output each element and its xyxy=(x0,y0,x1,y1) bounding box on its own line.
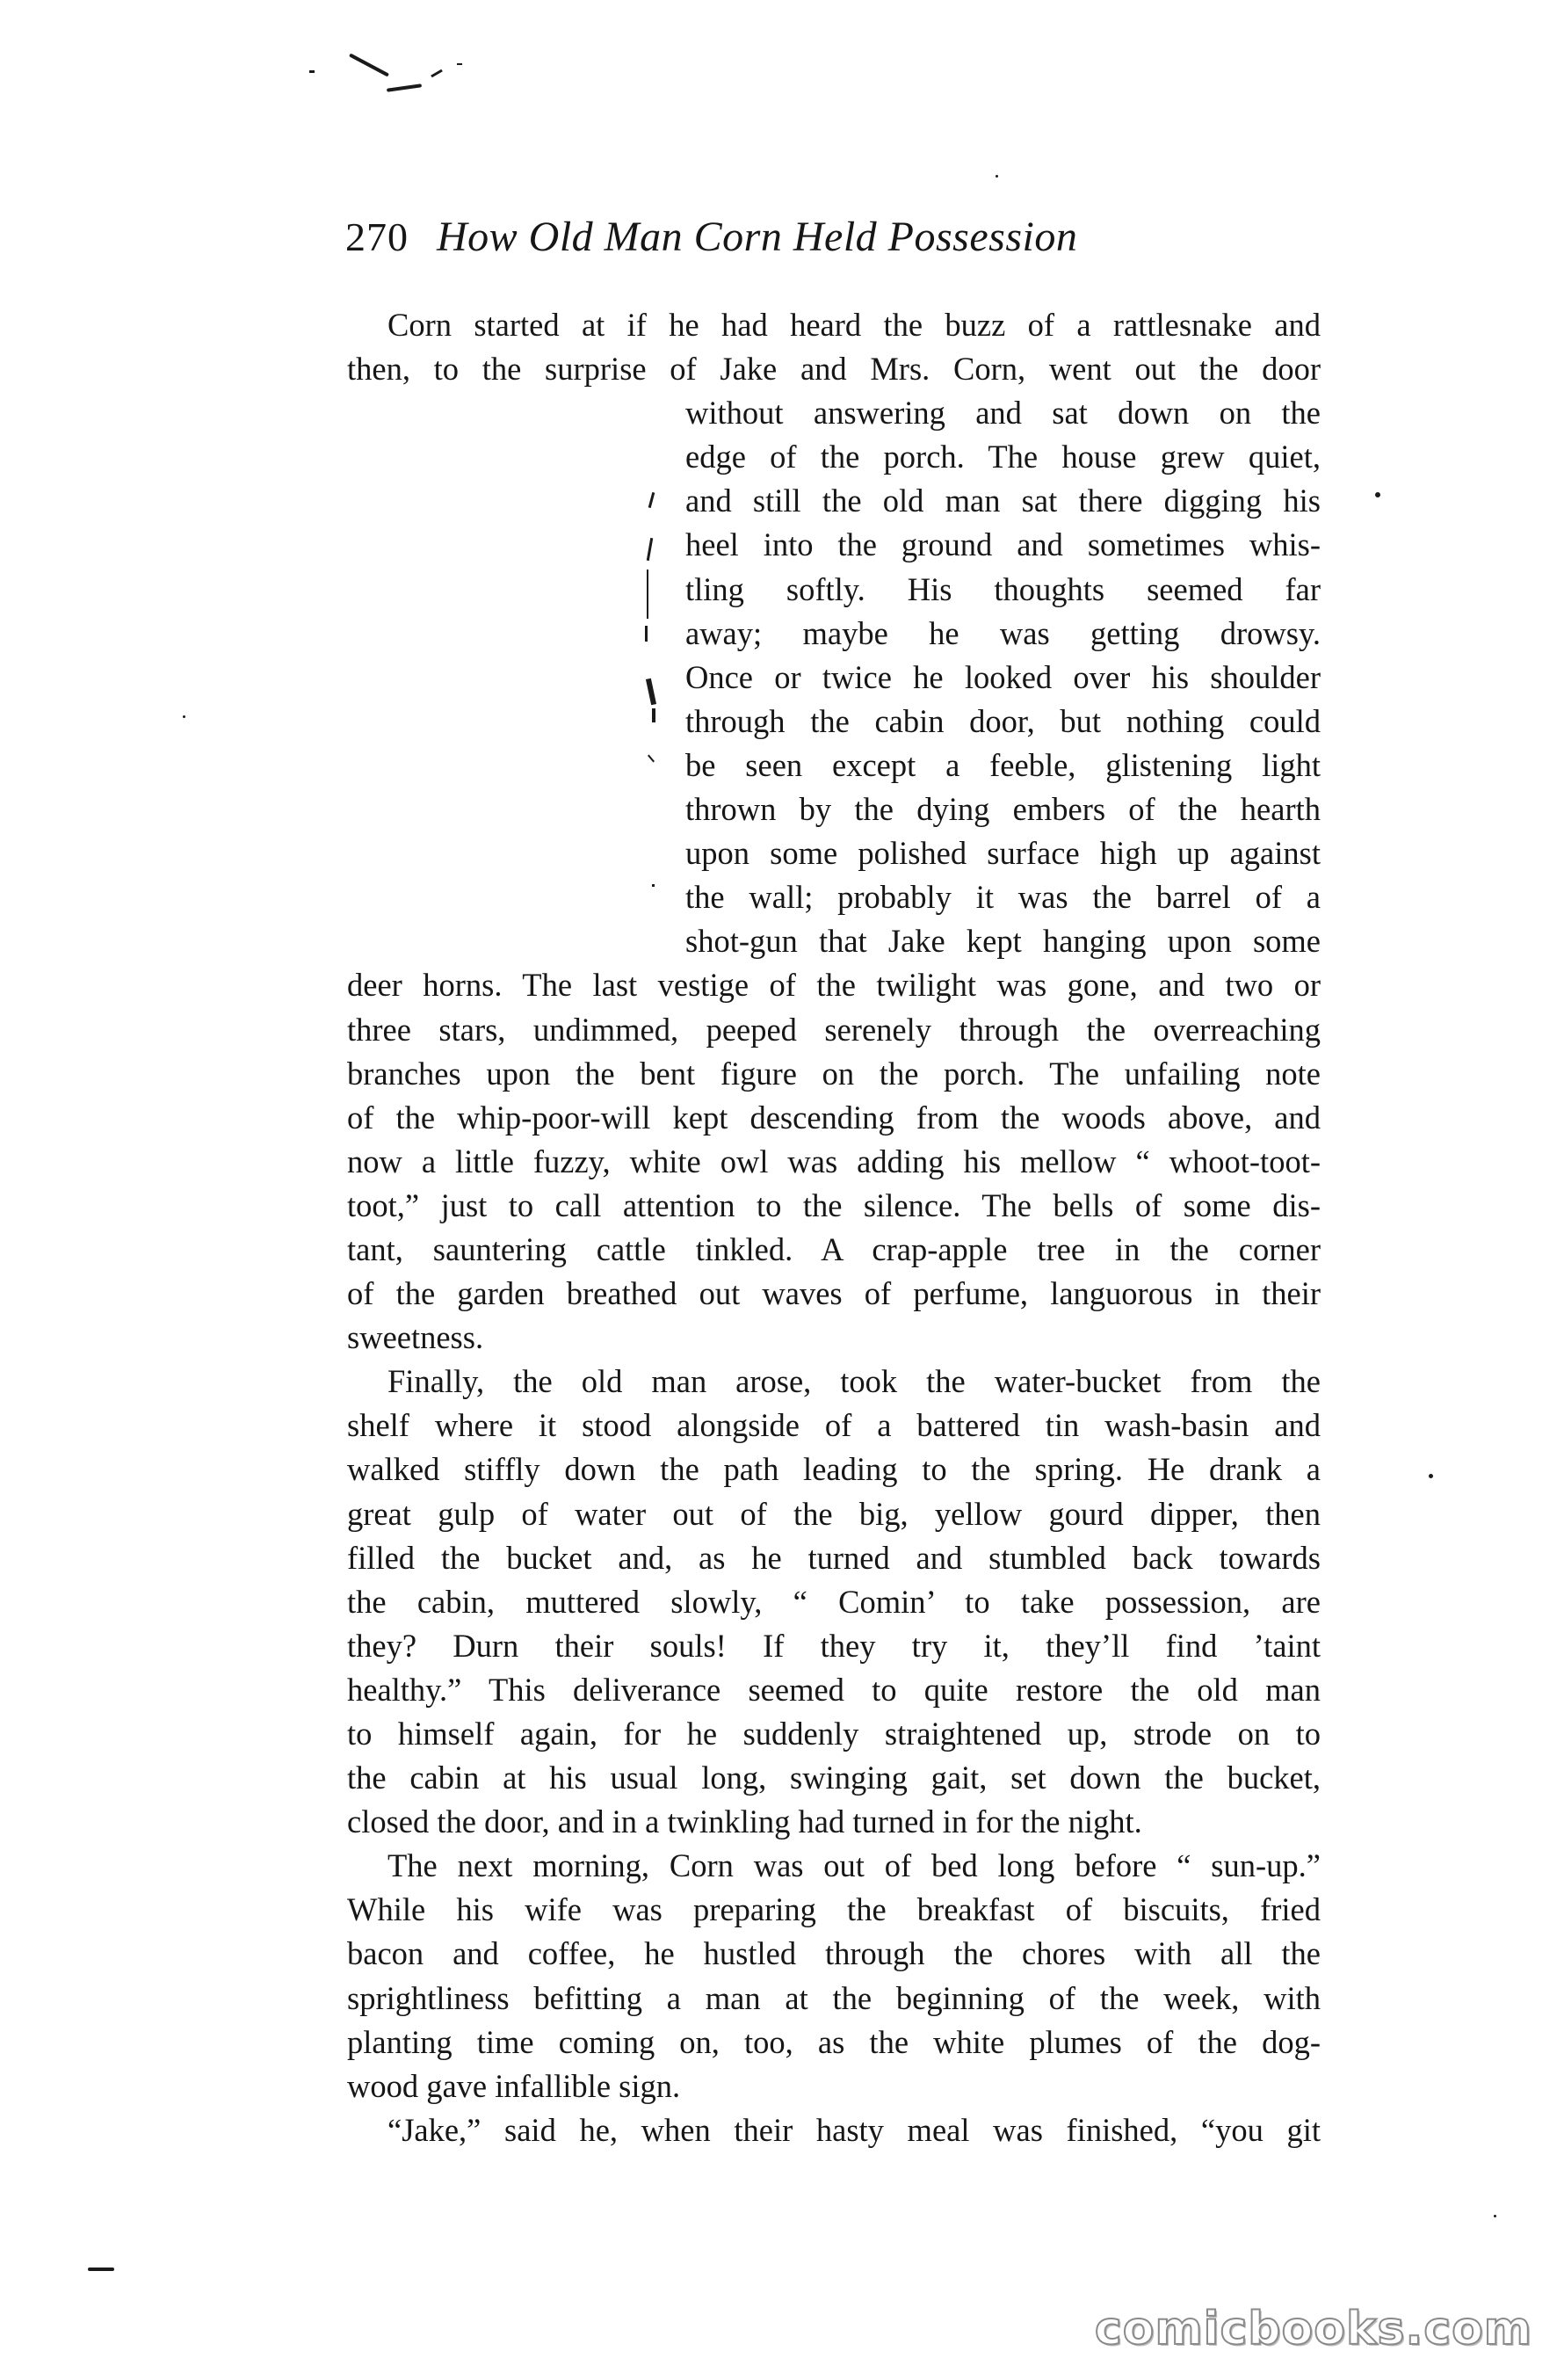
text-line: then, to the surprise of Jake and Mrs. Corn, went out the door xyxy=(347,351,1321,388)
text-line: The next morning, Corn was out of bed long before “ sun-up.” xyxy=(387,1847,1321,1884)
text-line: closed the door, and in a twinkling had turned in for the night. xyxy=(347,1803,1142,1840)
text-line: planting time coming on, too, as the white plumes of the dog- xyxy=(347,2023,1321,2060)
text-line: without answering and sat down on the xyxy=(685,395,1321,432)
text-line: great gulp of water out of the big, yellow gourd dipper, then xyxy=(347,1495,1321,1532)
text-line: tling softly. His thoughts seemed far xyxy=(685,570,1321,607)
watermark-logo: comicbooks.com xyxy=(1094,2303,1532,2355)
text-line: “Jake,” said he, when their hasty meal was finished, “you git xyxy=(387,2111,1321,2148)
text-line: away; maybe he was getting drowsy. xyxy=(685,614,1321,651)
text-line: upon some polished surface high up against xyxy=(685,835,1321,872)
text-line: the wall; probably it was the barrel of a xyxy=(685,879,1321,916)
speck xyxy=(1494,2215,1496,2217)
text-line: toot,” just to call attention to the silence. The bells of some dis- xyxy=(347,1186,1321,1223)
text-line: of the whip-poor-will kept descending from the woods above, and xyxy=(347,1099,1321,1136)
text-line: tant, sauntering cattle tinkled. A crap-apple tree in the corner xyxy=(347,1230,1321,1267)
speck xyxy=(183,715,185,718)
text-line: healthy.” This deliverance seemed to quite restore the old man xyxy=(347,1671,1321,1708)
ink-smudge xyxy=(457,63,462,65)
ink-smudge xyxy=(349,53,389,76)
text-line: of the garden breathed out waves of perfume, languorous in their xyxy=(347,1275,1321,1312)
ink-smudge xyxy=(309,70,315,73)
text-line: branches upon the bent figure on the porch. The unfailing note xyxy=(347,1055,1321,1092)
text-line: shot-gun that Jake kept hanging upon some xyxy=(685,923,1321,960)
text-line: deer horns. The last vestige of the twilight was gone, and two or xyxy=(347,967,1321,1004)
ink-smudge xyxy=(431,69,443,78)
text-line: Corn started at if he had heard the buzz of a rattlesnake and xyxy=(387,307,1321,343)
speck xyxy=(1429,1474,1433,1478)
page-number: 270 xyxy=(345,214,409,259)
text-line: three stars, undimmed, peeped serenely through the overreaching xyxy=(347,1011,1321,1048)
text-line: they? Durn their souls! If they try it, they’ll find ’taint xyxy=(347,1627,1321,1664)
ink-smudge xyxy=(387,83,422,92)
text-line: edge of the porch. The house grew quiet, xyxy=(685,439,1321,475)
text-line: heel into the ground and sometimes whis- xyxy=(685,526,1321,563)
speck xyxy=(996,175,998,178)
text-line: to himself again, for he suddenly straightened up, strode on to xyxy=(347,1716,1321,1752)
text-line: Finally, the old man arose, took the water-bucket from the xyxy=(387,1363,1321,1400)
speck xyxy=(1375,492,1380,497)
text-line: walked stiffly down the path leading to the spring. He drank a xyxy=(347,1451,1321,1488)
running-head xyxy=(345,213,1329,274)
margin-dash xyxy=(88,2268,114,2271)
text-line: sweetness. xyxy=(347,1319,484,1356)
text-line: While his wife was preparing the breakfast of biscuits, fried xyxy=(347,1891,1321,1928)
text-line: now a little fuzzy, white owl was adding his mellow “ whoot-toot- xyxy=(347,1143,1321,1179)
text-line: and still the old man sat there digging his xyxy=(685,483,1321,519)
text-line: Once or twice he looked over his shoulder xyxy=(685,658,1321,695)
running-title: How Old Man Corn Held Possession xyxy=(437,214,1078,260)
text-line: through the cabin door, but nothing could xyxy=(685,702,1321,739)
text-line: filled the bucket and, as he turned and stumbled back towards xyxy=(347,1539,1321,1576)
text-line: thrown by the dying embers of the hearth xyxy=(685,791,1321,828)
text-line: the cabin at his usual long, swinging gait, set down the bucket, xyxy=(347,1760,1321,1796)
text-line: be seen except a feeble, glistening light xyxy=(685,746,1321,783)
text-line: shelf where it stood alongside of a battered tin wash-basin and xyxy=(347,1407,1321,1444)
text-line: wood gave infallible sign. xyxy=(347,2067,681,2104)
body-text xyxy=(347,303,1321,2152)
text-line: sprightliness befitting a man at the beginning of the week, with xyxy=(347,1979,1321,2016)
text-line: the cabin, muttered slowly, “ Comin’ to take possession, are xyxy=(347,1583,1321,1620)
text-line: bacon and coffee, he hustled through the chores with all the xyxy=(347,1935,1321,1972)
